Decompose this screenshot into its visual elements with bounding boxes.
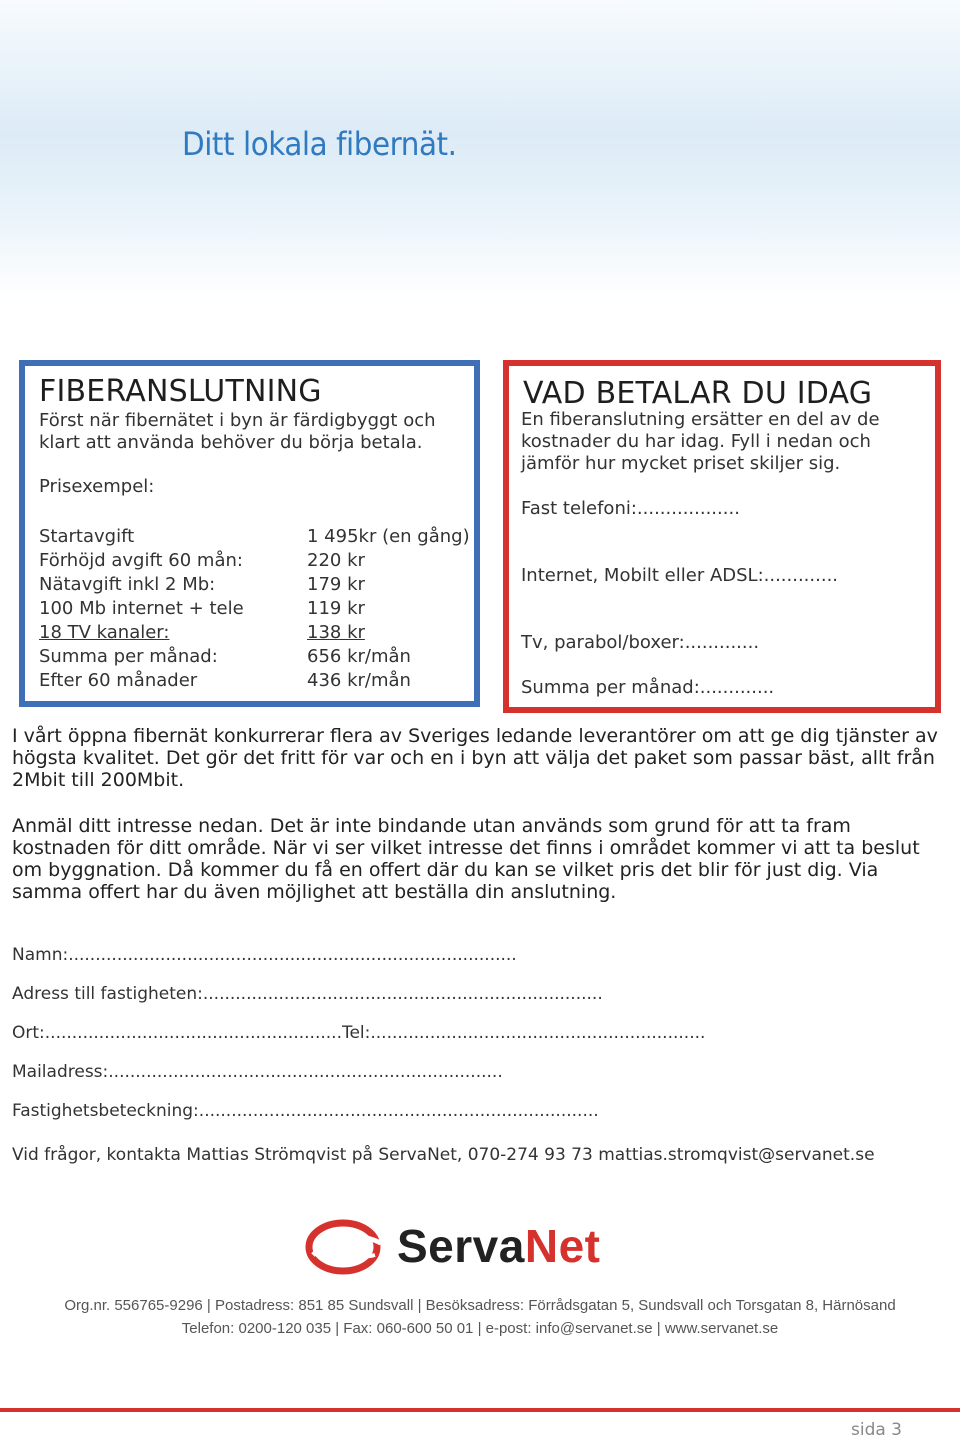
cost-field-internet[interactable]: Internet, Mobilt eller ADSL:............. [521, 565, 839, 586]
form-field-place-tel[interactable]: Ort:.......................................................Tel:.............................................................. [12, 1023, 706, 1043]
price-row [39, 550, 479, 574]
price-row-label: 100 Mb internet + tele [39, 598, 244, 619]
form-field-email[interactable]: Mailadress:......................................................................... [12, 1062, 503, 1082]
price-row [39, 646, 479, 670]
header-title: Ditt lokala fibernät. [182, 125, 457, 163]
servanet-logo [305, 1215, 665, 1275]
form-field-name[interactable]: Namn:................................................................................... [12, 945, 517, 965]
paragraph-providers: I vårt öppna fibernät konkurrerar flera av Sveriges ledande leverantörer om att ge dig tjänster av högsta kvalitet. Det gör det fritt för var och en i byn att välja det paket som passar bäst, allt från 2Mbit till 200Mbit. [12, 725, 938, 791]
cost-field-tv[interactable]: Tv, parabol/boxer:............. [521, 632, 760, 653]
fiber-box-intro: Först när fibernätet i byn är färdigbyggt och klart att använda behöver du börja betala. [39, 410, 436, 453]
price-row-value: 138 kr [307, 622, 365, 643]
current-costs-box [503, 360, 941, 713]
paragraph-register-interest: Anmäl ditt intresse nedan. Det är inte bindande utan används som grund för att ta fram kostnaden för ditt område. När vi ser vilket intresse det finns i området kommer vi att ta beslut om byggnation. Då kommer du få en offert där du kan se vilket pris det blir för just dig. Via samma offert har du även möjlighet att beställa din anslutning. [12, 815, 920, 903]
logo-wordmark: ServaNet [397, 1220, 601, 1272]
price-row-label: Efter 60 månader [39, 670, 198, 691]
price-row-label: Nätavgift inkl 2 Mb: [39, 574, 216, 595]
footer-company-info: Org.nr. 556765-9296 | Postadress: 851 85 Sundsvall | Besöksadress: Förrådsgatan 5, Sundsvall och Torsgatan 8, Härnösand [64, 1297, 896, 1314]
cost-box-intro: En fiberanslutning ersätter en del av de kostnader du har idag. Fyll i nedan och jämför hur mycket priset skiljer sig. [521, 409, 880, 474]
globe-icon [305, 1215, 387, 1275]
header-banner [0, 0, 960, 300]
cost-field-phone[interactable]: Fast telefoni:.................. [521, 498, 740, 519]
price-row-value: 1 495kr (en gång) [307, 526, 470, 547]
price-row-value: 436 kr/mån [307, 670, 411, 691]
form-field-address[interactable]: Adress till fastigheten:.......................................................................... [12, 984, 603, 1004]
footer-contact-info: Telefon: 0200-120 035 | Fax: 060-600 50 01 | e-post: info@servanet.se | www.servanet.se [181, 1320, 779, 1337]
price-row-value: 656 kr/mån [307, 646, 411, 667]
price-row-value: 119 kr [307, 598, 365, 619]
price-row [39, 526, 479, 550]
price-example-label: Prisexempel: [39, 476, 155, 497]
price-row [39, 670, 479, 694]
price-row [39, 574, 479, 598]
price-row-label: Förhöjd avgift 60 mån: [39, 550, 243, 571]
price-row [39, 598, 479, 622]
price-row-label: 18 TV kanaler: [39, 622, 170, 643]
price-table [39, 526, 479, 694]
price-row-label: Startavgift [39, 526, 135, 547]
fiber-box-heading: FIBERANSLUTNING [39, 374, 322, 409]
page-number: sida 3 [850, 1420, 902, 1440]
price-row [39, 622, 479, 646]
fiber-connection-box [19, 360, 480, 707]
price-row-value: 220 kr [307, 550, 365, 571]
cost-field-total[interactable]: Summa per månad:............. [521, 677, 775, 698]
cost-box-heading: VAD BETALAR DU IDAG [523, 376, 873, 411]
bottom-divider [0, 1408, 960, 1412]
form-field-property[interactable]: Fastighetsbeteckning:.......................................................................... [12, 1101, 599, 1121]
price-row-label: Summa per månad: [39, 646, 218, 667]
price-row-value: 179 kr [307, 574, 365, 595]
contact-info: Vid frågor, kontakta Mattias Strömqvist på ServaNet, 070-274 93 73 mattias.stromqvist@servanet.se [12, 1145, 875, 1165]
